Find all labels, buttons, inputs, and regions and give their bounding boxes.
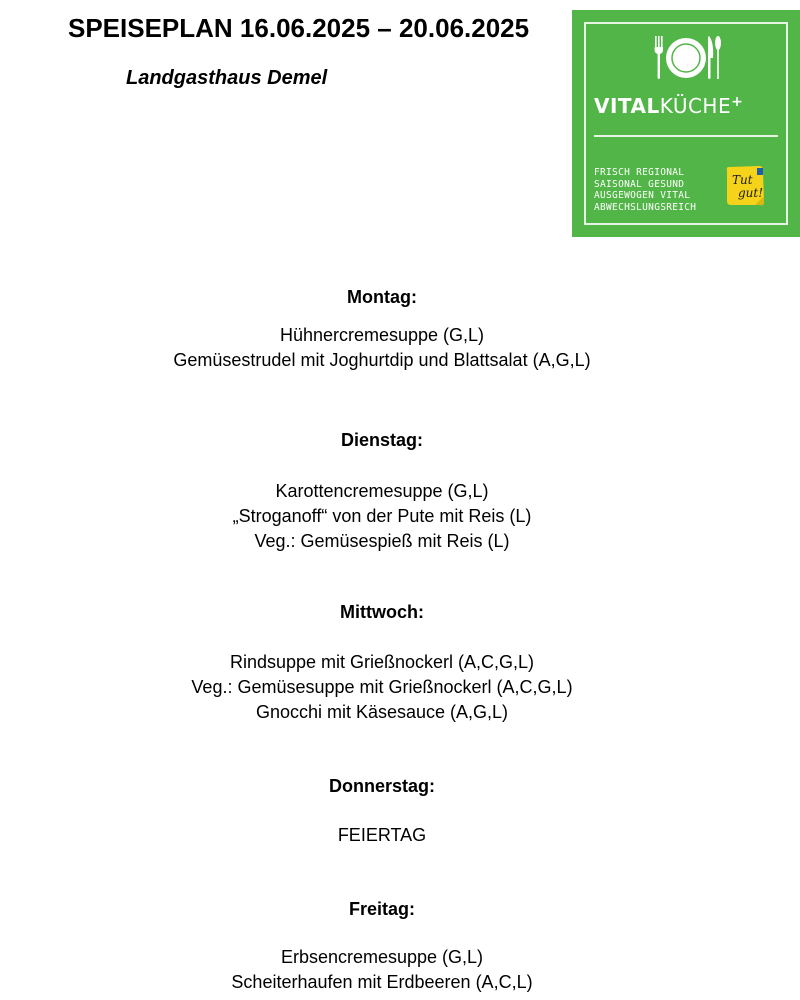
logo-taglines [594,167,696,213]
dish-list-mittwoch [0,650,764,725]
logo-word-light: KÜCHE [659,94,732,118]
svg-text:gut!: gut! [738,186,764,200]
dish-item: Hühnercremesuppe (G,L) [279,325,485,345]
dish-item: „Stroganoff“ von der Pute mit Reis (L) [232,506,532,526]
day-heading-dienstag: Dienstag: [340,430,423,450]
day-heading-freitag: Freitag: [348,899,415,919]
dish-item: Veg.: Gemüsesuppe mit Grießnockerl (A,C,G,L) [191,677,573,697]
tut-gut-sticker-icon [724,164,766,208]
dish-list-montag [0,323,764,373]
logo-tagline: AUSGEWOGEN VITAL [594,190,691,201]
day-heading-donnerstag: Donnerstag: [328,776,435,796]
dish-item: Gnocchi mit Käsesauce (A,G,L) [255,702,509,722]
logo-plus: + [731,94,744,110]
dish-list-dienstag [0,479,764,554]
logo-tagline: SAISONAL GESUND [594,178,685,190]
vitalkueche-logo [572,10,800,237]
dish-item: Karottencremesuppe (G,L) [275,481,489,501]
dish-item: Erbsencremesuppe (G,L) [280,947,484,967]
knife-icon [708,36,713,79]
logo-word-bold: VITAL [594,94,660,118]
plate-icon [666,38,706,78]
logo-divider [594,135,778,137]
day-heading-montag: Montag: [347,287,417,307]
cutlery-plate-icon [653,34,721,86]
dish-item: Scheiterhaufen mit Erdbeeren (A,C,L) [231,972,533,992]
dish-item: Veg.: Gemüsespieß mit Reis (L) [254,531,510,551]
logo-tagline: ABWECHSLUNGSREICH [594,201,697,213]
spoon-icon [715,36,721,79]
dish-list-freitag [0,945,764,995]
day-heading-mittwoch: Mittwoch: [340,602,424,622]
svg-text:Tut: Tut [732,173,753,187]
dish-item: Gemüsestrudel mit Joghurtdip und Blattsalat (A,G,L) [173,350,591,370]
fork-icon [655,36,663,79]
logo-tagline: FRISCH REGIONAL [594,167,685,178]
logo-wordmark [594,94,743,118]
dish-item: FEIERTAG [337,825,427,845]
dish-item: Rindsuppe mit Grießnockerl (A,C,G,L) [229,652,535,672]
dish-list-donnerstag [0,823,764,848]
page-title: SPEISEPLAN 16.06.2025 – 20.06.2025 [68,13,530,43]
restaurant-name: Landgasthaus Demel [126,67,328,89]
